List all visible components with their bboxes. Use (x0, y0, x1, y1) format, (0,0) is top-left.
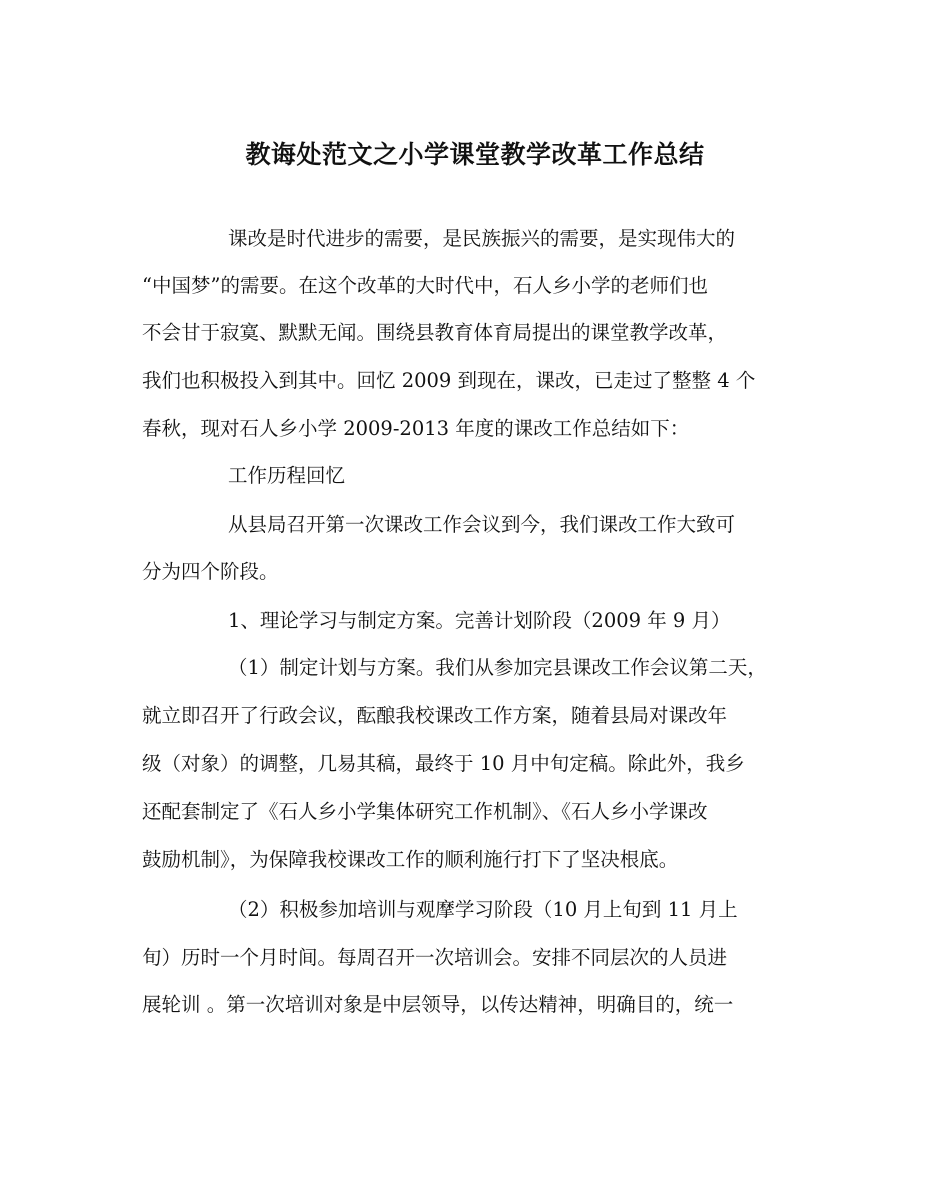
paragraph-line: 春秋，现对石人乡小学 2009-2013 年度的课改工作总结如下： (142, 417, 690, 440)
section-heading: 工作历程回忆 (228, 464, 346, 487)
paragraph-line: 展轮训 。第一次培训对象是中层领导，以传达精神，明确目的，统一 (142, 993, 734, 1016)
document-title: 教诲处范文之小学课堂教学改革工作总结 (245, 140, 705, 169)
paragraph-line: “中国梦”的需要。在这个改革的大时代中，石人乡小学的老师们也 (142, 274, 708, 297)
paragraph-line: 不会甘于寂寞、默默无闻。围绕县教育体育局提出的课堂教学改革， (142, 321, 728, 344)
paragraph-line: 课改是时代进步的需要，是民族振兴的需要，是实现伟大的 (228, 227, 736, 250)
paragraph-line: 级（对象）的调整，几易其稿，最终于 10 月中旬定稿。除此外，我乡 (142, 752, 745, 775)
paragraph-line: 我们也积极投入到其中。回忆 2009 到现在，课改，已走过了整整 4 个 (142, 369, 756, 392)
paragraph-line: 还配套制定了《石人乡小学集体研究工作机制》、《石人乡小学课改 (142, 800, 708, 823)
paragraph-line: 从县局召开第一次课改工作会议到今，我们课改工作大致可 (228, 513, 736, 536)
subsection-heading: 1、理论学习与制定方案。完善计划阶段（2009 年 9 月） (228, 609, 731, 632)
paragraph-line: （1）制定计划与方案。我们从参加完县课改工作会议第二天， (228, 656, 767, 679)
paragraph-line: （2）积极参加培训与观摩学习阶段（10 月上旬到 11 月上 (228, 898, 738, 921)
paragraph-line: 旬）历时一个月时间。每周召开一次培训会。安排不同层次的人员进 (142, 946, 728, 969)
paragraph-line: 分为四个阶段。 (142, 560, 279, 583)
paragraph-line: 就立即召开了行政会议，酝酿我校课改工作方案，随着县局对课改年 (142, 704, 728, 727)
paragraph-line: 鼓励机制》，为保障我校课改工作的顺利施行打下了坚决根底。 (142, 848, 679, 871)
